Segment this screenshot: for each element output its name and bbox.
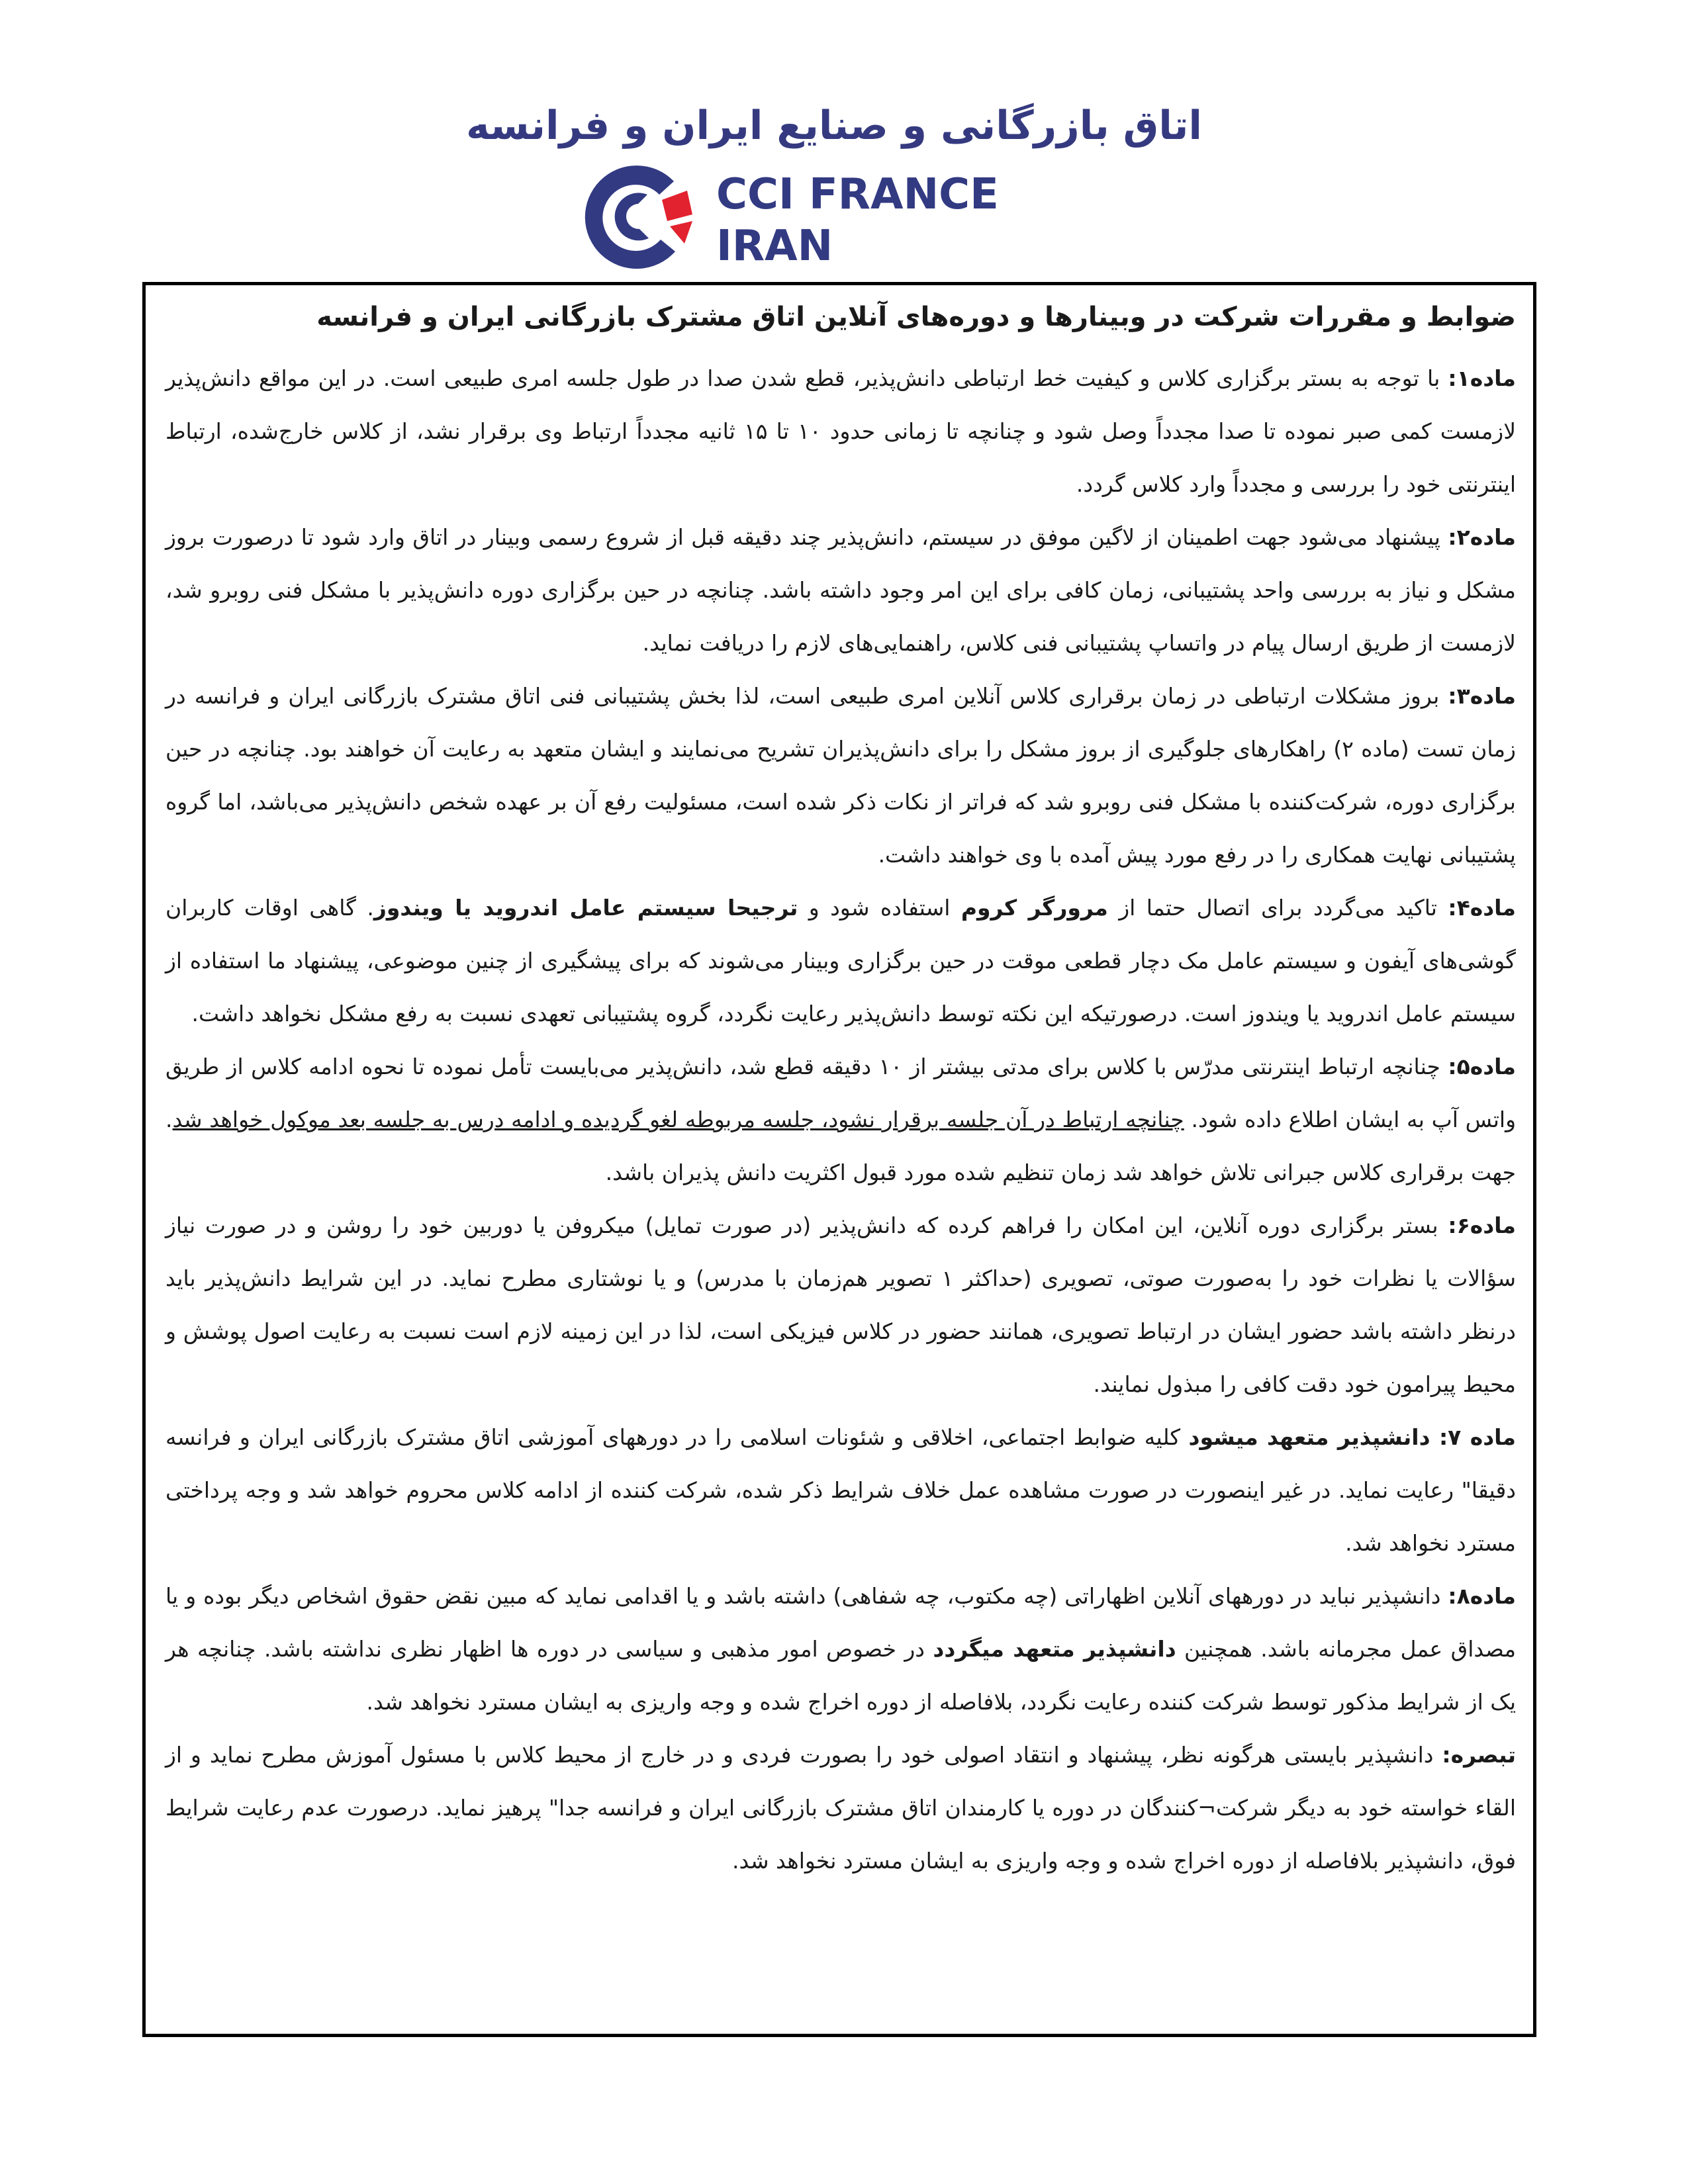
- emphasis-commitment: دانشپذیر متعهد میگردد: [933, 1636, 1176, 1662]
- article-label: ماده۱:: [1448, 365, 1516, 391]
- emphasis-browser: مرورگر کروم: [961, 895, 1108, 921]
- article-text: استفاده شود و: [798, 895, 961, 921]
- article-label: ماده ۷: دانشپذیر متعهد میشود: [1188, 1424, 1516, 1450]
- article-text: بروز مشکلات ارتباطی در زمان برقراری کلاس آنلاین امری طبیعی است، لذا بخش پشتیبانی فنی اتاق مشترک بازرگانی ایران و فرانسه در زمان تست (ماده ۲) راهکارهای جلوگیری از بروز مشکل را برای دانش‌پذیران تشریح می‌نمایند و ایشان متعهد به رعایت آن خواهند بود. چنانچه در حین برگزاری دوره، شرکت‌کننده با مشکل فنی روبرو شد که فراتر از نکات ذکر شده است، مسئولیت رفع آن بر عهده شخص دانش‌پذیر می‌باشد، اما گروه پشتیبانی نهایت همکاری را در رفع مورد پیش آمده با وی خواهند داشت.: [165, 683, 1516, 868]
- article-text: چنانچه ارتباط اینترنتی مدرّس با کلاس برای مدتی بیشتر از ۱۰ دقیقه قطع شد، دانش‌پذیر می‌بایست تأمل نموده تا نحوه ادامه کلاس از طریق واتس آپ به ایشان اطلاع داده شود.: [165, 1054, 1517, 1132]
- article-text: . جهت برقراری کلاس جبرانی تلاش خواهد شد زمان تنظیم شده مورد قبول اکثریت دانش پذیران باشد.: [165, 1107, 1516, 1185]
- article-text: دانشپذیر نباید در دورههای آنلاین اظهاراتی (چه مکتوب، چه شفاهی) داشته باشد و یا اقدامی نماید که مبین نقض حقوق اشخاص دیگر بوده و یا مصداق عمل مجرمانه باشد. همچنین: [165, 1583, 1516, 1662]
- article-text: . گاهی اوقات کاربران گوشی‌های آیفون و سیستم عامل مک دچار قطعی موقت در حین برگزاری وبینار می‌شوند که برای پیشگیری از چنین موضوعی، پیشنهاد ما استفاده از سیستم عامل اندروید یا ویندوز است. درصورتیکه این نکته توسط دانش‌پذیر رعایت نگردد، گروه پشتیبانی تعهدی نسبت به رفع مشکل نخواهد داشت.: [165, 895, 1516, 1026]
- article-7: [165, 1411, 1516, 1570]
- logo-text-line2: IRAN: [716, 222, 833, 271]
- document-header: [0, 0, 1688, 278]
- article-text: دانشپذیر بایستی هرگونه نظر، پیشنهاد و انتقاد اصولی خود را بصورت فردی و در خارج از محیط کلاس با مسئول آموزش مطرح نماید و از القاء خواسته خود به دیگر شرکت¬کنندگان در دوره یا کارمندان اتاق مشترک بازرگانی ایران و فرانسه جدا" پرهیز نماید. درصورت عدم رعایت شرایط فوق، دانشپذیر بلافاصله از دوره اخراج شده و وجه واریزی به ایشان مسترد نخواهد شد.: [165, 1742, 1516, 1874]
- article-2: [165, 511, 1516, 670]
- underlined-clause: چنانچه ارتباط در آن جلسه برقرار نشود، جلسه مربوطه لغو گردیده و ادامه درس به جلسه بعد موکول خواهد شد: [172, 1107, 1184, 1132]
- cci-logo-icon: [563, 158, 702, 277]
- document-title: ضوابط و مقررات شرکت در وبینارها و دوره‌های آنلاین اتاق مشترک بازرگانی ایران و فرانسه: [316, 302, 1516, 332]
- emphasis-os: ترجیحا سیستم عامل اندروید یا ویندوز: [373, 895, 798, 921]
- article-6: [165, 1199, 1516, 1411]
- article-label: ماده۳:: [1448, 683, 1516, 709]
- note: [165, 1729, 1516, 1888]
- article-label: ماده۲:: [1448, 524, 1516, 550]
- article-4: [165, 882, 1516, 1040]
- article-5: [165, 1040, 1516, 1199]
- organization-name: اتاق بازرگانی و صنایع ایران و فرانسه: [466, 103, 1202, 149]
- article-label: ماده۵:: [1448, 1054, 1516, 1079]
- article-3: [165, 670, 1516, 882]
- article-label: تبصره:: [1442, 1742, 1516, 1768]
- article-text: تاکید می‌گردد برای اتصال حتما از: [1107, 895, 1448, 921]
- article-text: بستر برگزاری دوره آنلاین، این امکان را فراهم کرده که دانش‌پذیر (در صورت تمایل) میکروفن یا دوربین خود را روشن و در صورت نیاز سؤالات یا نظرات خود را به‌صورت صوتی، تصویری (حداکثر ۱ تصویر هم‌زمان با مدرس) و یا نوشتاری مطرح نماید. در این شرایط دانش‌پذیر باید درنظر داشته باشد حضور ایشان در ارتباط تصویری، همانند حضور در کلاس فیزیکی است، لذا در این زمینه لازم است نسبت به رعایت اصول پوشش و محیط پیرامون خود دقت کافی را مبذول نمایند.: [165, 1212, 1516, 1397]
- regulations-body: [165, 290, 1516, 1888]
- article-text: با توجه به بستر برگزاری کلاس و کیفیت خط ارتباطی دانش‌پذیر، قطع شدن صدا در طول جلسه امری طبیعی است. در این مواقع دانش‌پذیر لازمست کمی صبر نموده تا صدا مجدداً وصل شود و چنانچه تا زمانی حدود ۱۰ تا ۱۵ ثانیه مجدداً ارتباط وی برقرار نشد، از کلاس خارج‌شده، ارتباط اینترنتی خود را بررسی و مجدداً وارد کلاس گردد.: [165, 365, 1517, 497]
- article-text: در خصوص امور مذهبی و سیاسی در دوره ها اظهار نظری نداشته باشد. چنانچه هر یک از شرایط مذکور توسط شرکت کننده رعایت نگردد، بلافاصله از دوره اخراج شده و وجه واریزی به ایشان مسترد نخواهد شد.: [165, 1636, 1516, 1715]
- logo-text-line1: CCI FRANCE: [716, 170, 999, 219]
- article-text: کلیه ضوابط اجتماعی، اخلاقی و شئونات اسلامی را در دورههای آموزشی اتاق مشترک بازرگانی ایران و فرانسه دقیقا" رعایت نماید. در غیر اینصورت در صورت مشاهده عمل خلاف شرایط ذکر شده، شرکت کننده از ادامه کلاس محروم خواهد شد و وجه پرداختی مسترد نخواهد شد.: [165, 1424, 1516, 1556]
- article-text: پیشنهاد می‌شود جهت اطمینان از لاگین موفق در سیستم، دانش‌پذیر چند دقیقه قبل از شروع رسمی وبینار در اتاق وارد شود تا درصورت بروز مشکل و نیاز به بررسی واحد پشتیبانی، زمان کافی برای این امر وجود داشته باشد. چنانچه در حین برگزاری دوره دانش‌پذیر با مشکل فنی روبرو شد، لازمست از طریق ارسال پیام در واتساپ پشتیبانی فنی کلاس، راهنمایی‌های لازم را دریافت نماید.: [165, 524, 1516, 656]
- article-8: [165, 1570, 1516, 1729]
- article-label: ماده۶:: [1448, 1212, 1516, 1238]
- article-1: [165, 352, 1516, 511]
- article-label: ماده۸:: [1448, 1583, 1516, 1609]
- article-label: ماده۴:: [1448, 895, 1516, 921]
